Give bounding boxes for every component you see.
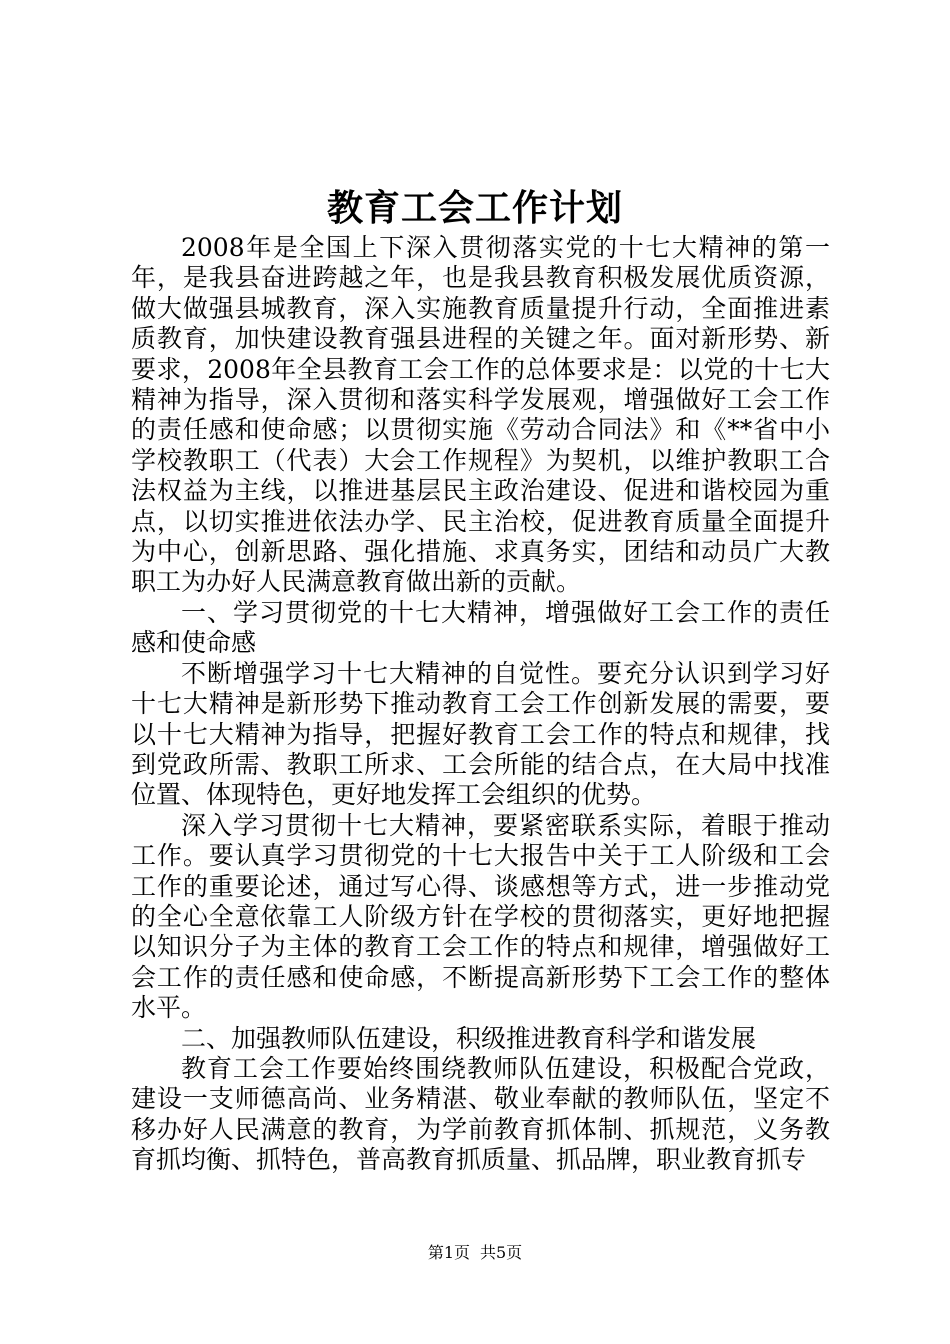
paragraph-section-2a: 教育工会工作要始终围绕教师队伍建设，积极配合党政，建设一支师德高尚、业务精湛、敬业奉献的教师队伍，坚定不移办好人民满意的教育，为学前教育抓体制、抓规范，义务教育抓均衡、抓特色，普高教育抓质量、抓品牌，职业教育抓专: [131, 1053, 830, 1175]
page-total: 共5页: [480, 1243, 523, 1262]
page-title: 教育工会工作计划: [326, 187, 623, 229]
paragraph-section-1a: 不断增强学习十七大精神的自觉性。要充分认识到学习好十七大精神是新形势下推动教育工会工作创新发展的需要，要以十七大精神为指导，把握好教育工会工作的特点和规律，找到党政所需、教职工所求、工会所能的结合点，在大局中找准位置、体现特色，更好地发挥工会组织的优势。: [131, 658, 830, 810]
document-body: [131, 233, 830, 1176]
section-heading-1: 一、学习贯彻党的十七大精神，增强做好工会工作的责任感和使命感: [131, 597, 830, 658]
paragraph-section-1b: 深入学习贯彻十七大精神，要紧密联系实际，着眼于推动工作。要认真学习贯彻党的十七大报告中关于工人阶级和工会工作的重要论述，通过写心得、谈感想等方式，进一步推动党的全心全意依靠工人阶级方针在学校的贯彻落实，更好地把握以知识分子为主体的教育工会工作的特点和规律，增强做好工会工作的责任感和使命感，不断提高新形势下工会工作的整体水平。: [131, 810, 830, 1023]
paragraph-intro: 2008年是全国上下深入贯彻落实党的十七大精神的第一年，是我县奋进跨越之年，也是我县教育积极发展优质资源，做大做强县城教育，深入实施教育质量提升行动，全面推进素质教育，加快建设教育强县进程的关键之年。面对新形势、新要求，2008年全县教育工会工作的总体要求是：以党的十七大精神为指导，深入贯彻和落实科学发展观，增强做好工会工作的责任感和使命感；以贯彻实施《劳动合同法》和《**省中小学校教职工（代表）大会工作规程》为契机，以维护教职工合法权益为主线，以推进基层民主政治建设、促进和谐校园为重点，以切实推进依法办学、民主治校，促进教育质量全面提升为中心，创新思路、强化措施、求真务实，团结和动员广大教职工为办好人民满意教育做出新的贡献。: [131, 233, 830, 597]
page-number: 第1页: [427, 1243, 470, 1262]
section-heading-2: 二、加强教师队伍建设，积级推进教育科学和谐发展: [181, 1023, 757, 1053]
page-footer: [0, 1243, 950, 1263]
